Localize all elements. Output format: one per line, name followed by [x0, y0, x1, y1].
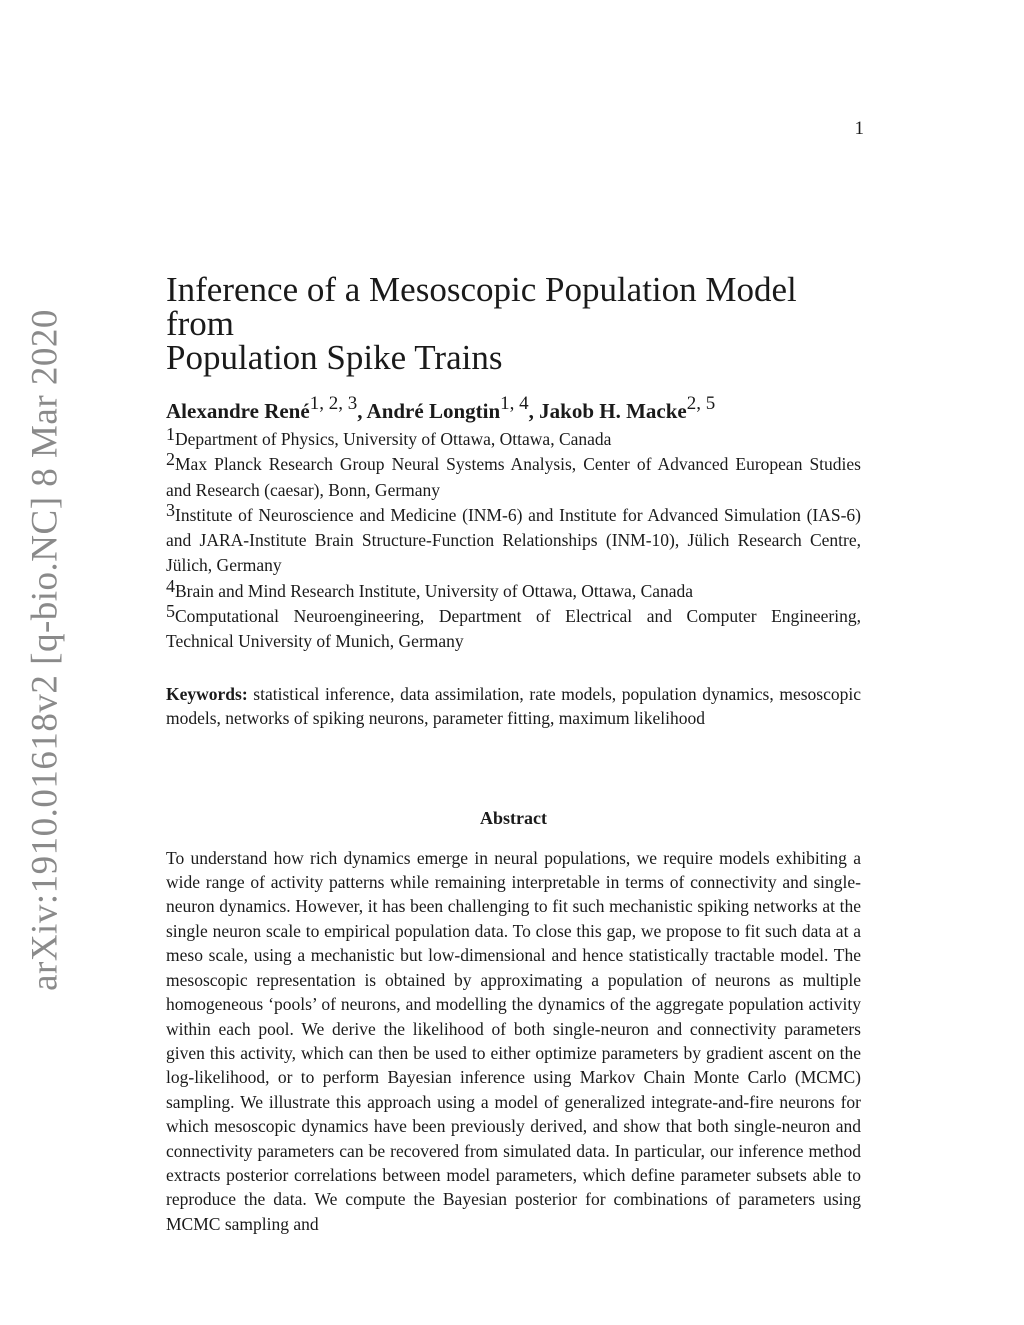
affiliation-list — [166, 424, 861, 655]
author-separator: , — [528, 399, 540, 423]
keywords-text: statistical inference, data assimilation, rate models, population dynamics, mesoscopic models, networks of spiking neurons, parameter fitting, maximum likelihood — [166, 683, 861, 729]
author-name: Jakob H. Macke — [539, 399, 687, 423]
author-affiliation-marks: 1, 4 — [500, 393, 529, 414]
affiliation-number: 3 — [166, 499, 175, 520]
title-line-2: Population Spike Trains — [166, 338, 503, 377]
affiliation-number: 2 — [166, 449, 175, 470]
author-name: André Longtin — [366, 399, 501, 423]
affiliation-item — [166, 499, 861, 579]
author-list — [166, 393, 861, 423]
author-name: Alexandre René — [166, 399, 310, 423]
keywords-label: Keywords: — [166, 683, 248, 704]
affiliation-text: Department of Physics, University of Ottawa, Ottawa, Canada — [175, 429, 612, 449]
affiliation-text: Brain and Mind Research Institute, University of Ottawa, Ottawa, Canada — [175, 580, 694, 601]
author-separator: , — [357, 399, 367, 423]
affiliation-item — [166, 601, 861, 655]
abstract-heading: Abstract — [480, 807, 547, 828]
page-number: 1 — [854, 118, 864, 139]
paper-title — [166, 270, 861, 377]
affiliation-item — [166, 424, 861, 452]
title-line-1: Inference of a Mesoscopic Population Model from — [166, 270, 797, 343]
author-affiliation-marks: 1, 2, 3 — [309, 393, 358, 414]
affiliation-number: 5 — [166, 601, 175, 622]
affiliation-text: Computational Neuroengineering, Department of Electrical and Computer Engineering, Technical University of Munich, Germany — [166, 606, 861, 652]
affiliation-item — [166, 575, 861, 604]
affiliation-number: 1 — [166, 424, 175, 444]
abstract-body: To understand how rich dynamics emerge in neural populations, we require models exhibiting a wide range of activity patterns while remaining interpretable in terms of connectivity and single-neuron dynamics. However, it has been challenging to fit such mechanistic spiking networks at the single neuron scale to empirical population data. To close this gap, we propose to fit such data at a meso scale, using a mechanistic but low-dimensional and hence statistically tractable model. The mesoscopic representation is obtained by approximating a population of neurons as multiple homogeneous ‘pools’ of neurons, and modelling the dynamics of the aggregate population activity within each pool. We derive the likelihood of both single-neuron and connectivity parameters given this activity, which can then be used to either optimize parameters by gradient ascent on the log-likelihood, or to perform Bayesian inference using Markov Chain Monte Carlo (MCMC) sampling. We illustrate this approach using a model of generalized integrate-and-fire neurons for which mesoscopic dynamics have been previously derived, and show that both single-neuron and connectivity parameters can be recovered from simulated data. In particular, our inference method extracts posterior correlations between model parameters, which define parameter subsets able to reproduce the data. We compute the Bayesian posterior for combinations of parameters using MCMC sampling and — [166, 847, 861, 1234]
paper-content — [166, 270, 861, 1236]
arxiv-identifier[interactable]: arXiv:1910.01618v2 [q-bio.NC] 8 Mar 2020 — [24, 309, 66, 991]
affiliation-item — [166, 449, 861, 503]
author-affiliation-marks: 2, 5 — [686, 393, 716, 414]
affiliation-text: Max Planck Research Group Neural Systems Analysis, Center of Advanced European Studies and Research (caesar), Bonn, Germany — [166, 454, 861, 500]
affiliation-text: Institute of Neuroscience and Medicine (INM-6) and Institute for Advanced Simulation (IAS-6) and JARA-Institute Brain Structure-Function Relationships (INM-10), Jülich Research Centre, Jülich, Germany — [166, 504, 861, 576]
keywords — [166, 682, 861, 731]
affiliation-number: 4 — [166, 575, 175, 596]
